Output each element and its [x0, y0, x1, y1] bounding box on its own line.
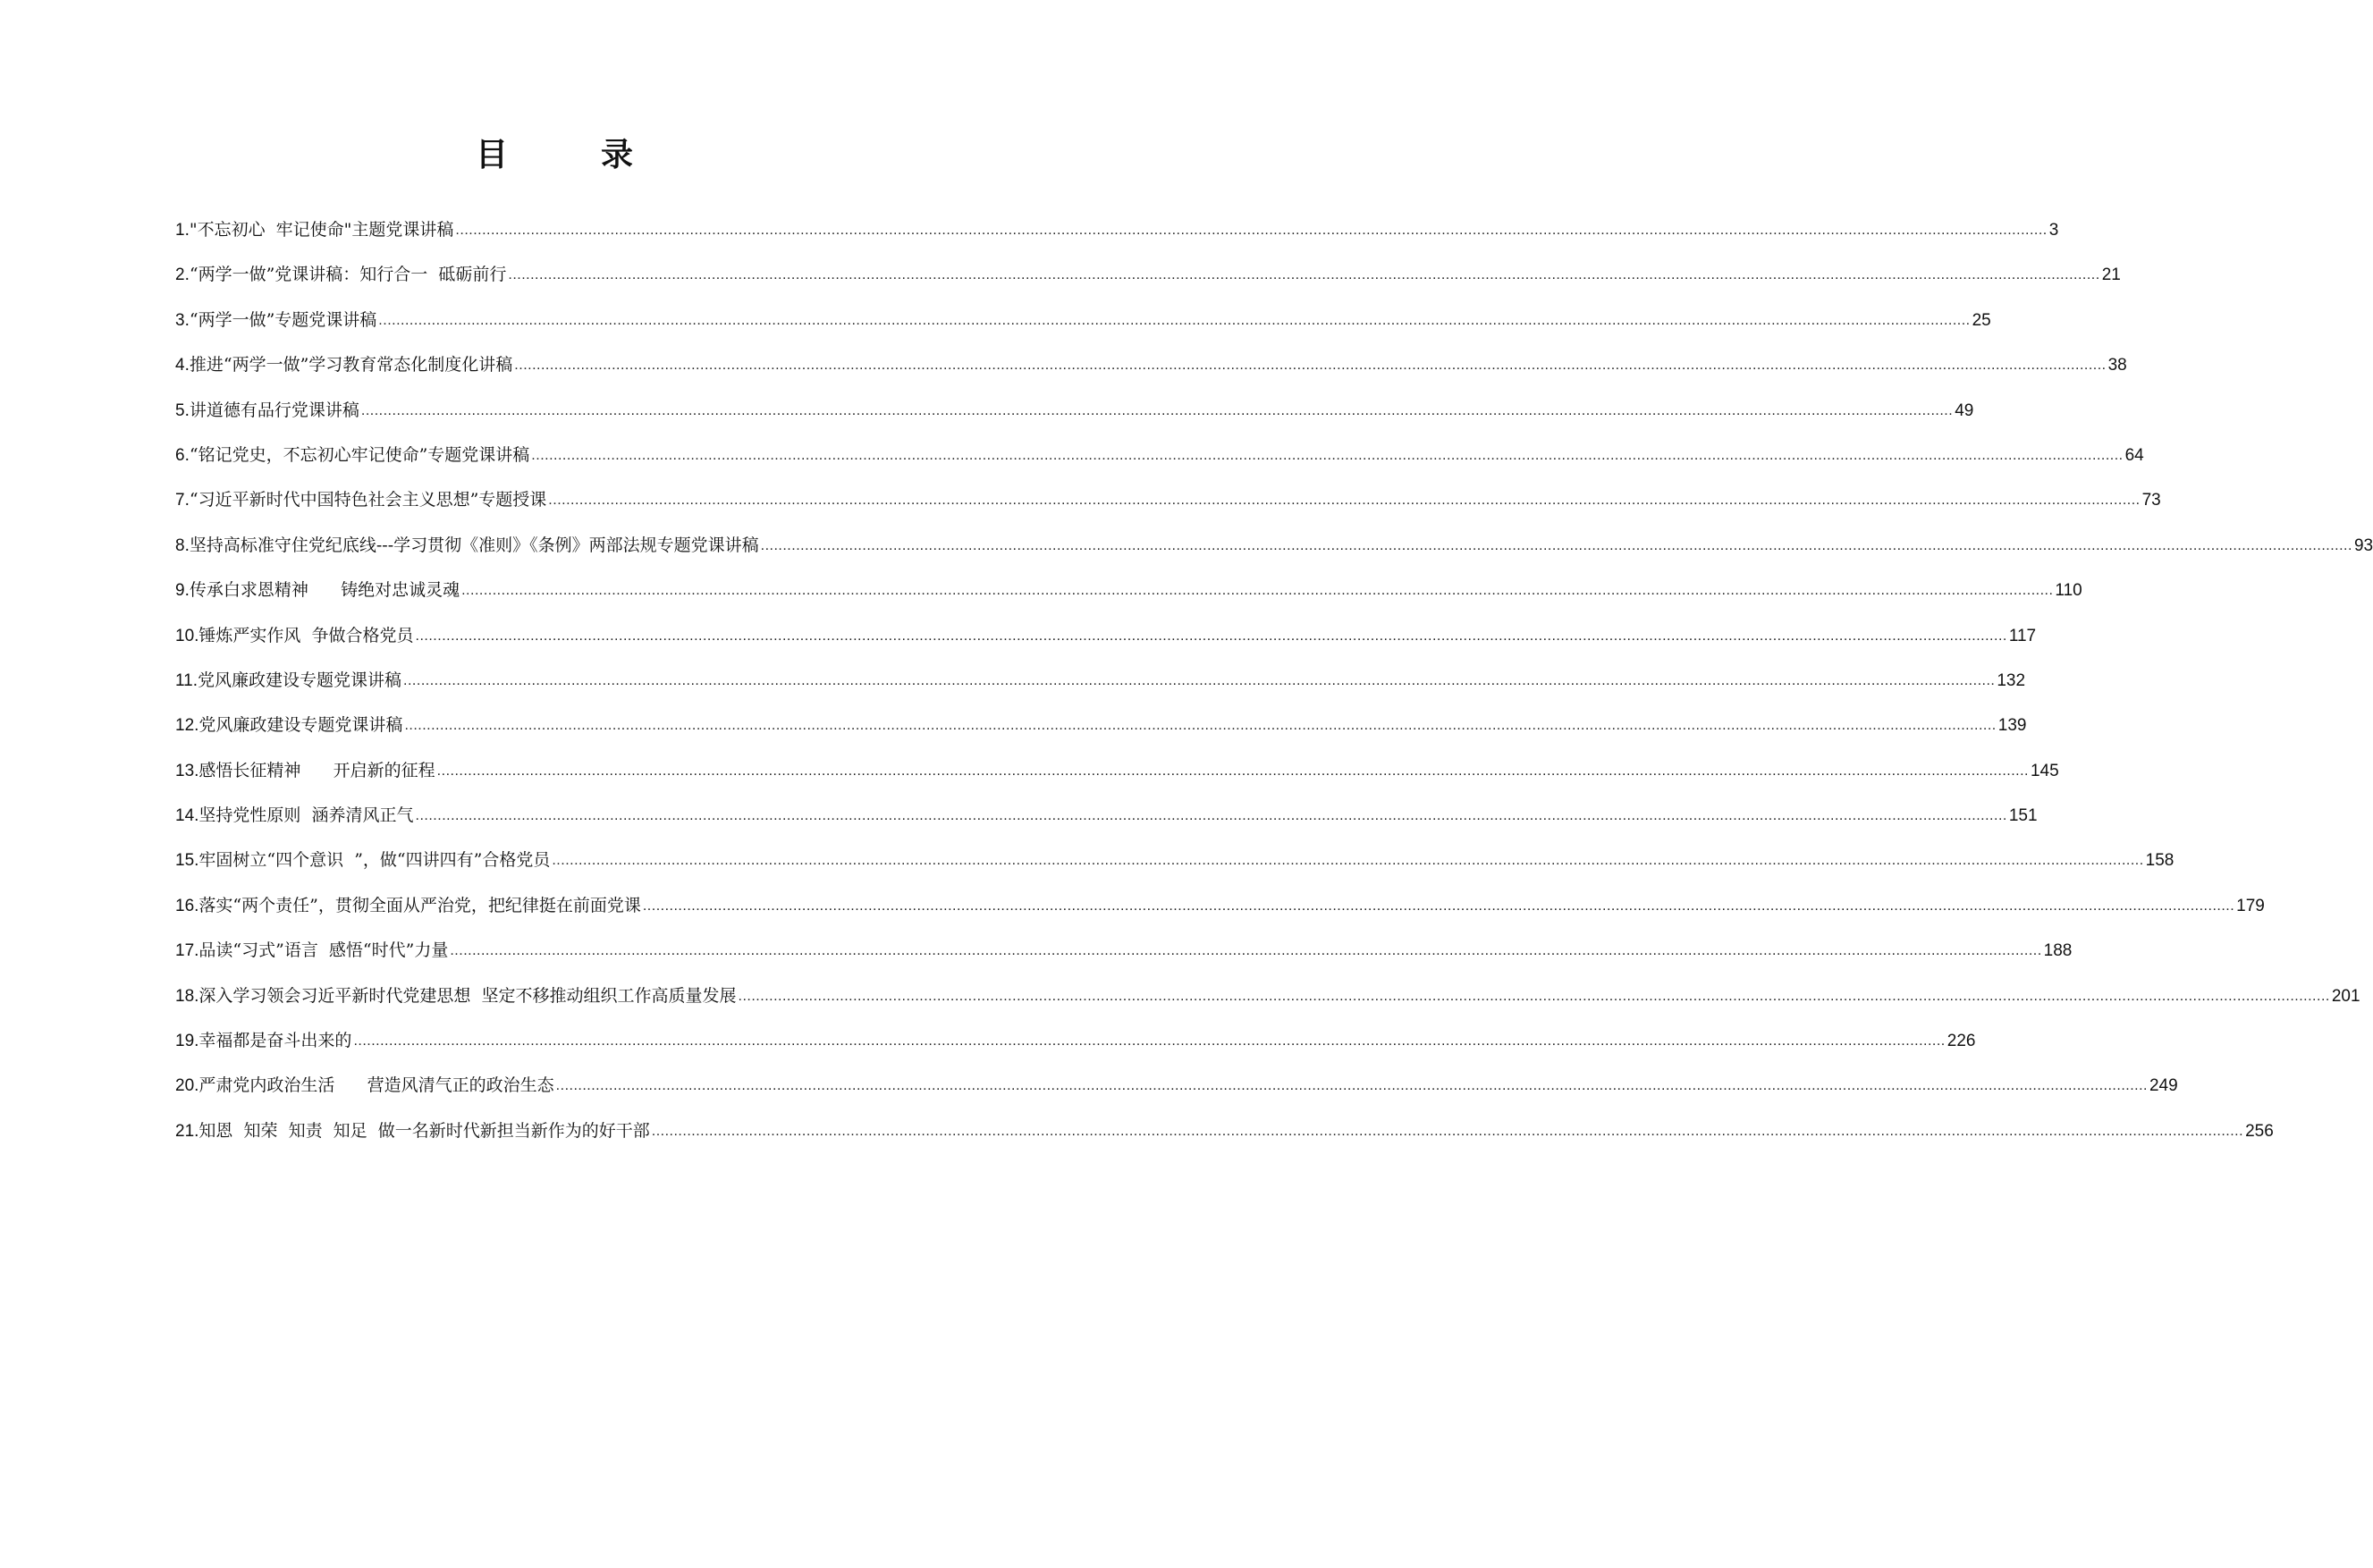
toc-entry-title: 讲道德有品行党课讲稿 [189, 400, 359, 420]
toc-dot-leader [353, 1030, 1945, 1050]
toc-entry-number: 2. [175, 266, 190, 285]
toc-entry-title: 感悟长征精神 开启新的征程 [198, 760, 435, 780]
toc-entry[interactable] [175, 577, 2082, 621]
toc-entry[interactable] [175, 937, 2073, 982]
toc-entry[interactable] [175, 397, 1974, 442]
table-of-contents [175, 216, 2373, 1162]
toc-entry-title: 锤炼严实作风 争做合格党员 [198, 625, 414, 645]
toc-entry[interactable] [175, 757, 2059, 802]
toc-entry[interactable] [175, 802, 2038, 847]
toc-entry-title: 品读“习式”语言 感悟“时代”力量 [198, 940, 449, 961]
toc-entry-page: 38 [2107, 356, 2127, 375]
toc-entry-number: 18. [175, 986, 199, 1006]
toc-dot-leader [508, 264, 2099, 283]
toc-entry[interactable] [175, 486, 2161, 531]
toc-entry-title: 知恩 知荣 知责 知足 做一名新时代新担当新作为的好干部 [198, 1120, 650, 1141]
toc-entry-page: 49 [1955, 400, 1974, 420]
toc-entry[interactable] [175, 847, 2175, 891]
toc-entry-title: 严肃党内政治生活 营造风清气正的政治生态 [198, 1075, 554, 1096]
toc-entry-number: 13. [175, 761, 199, 780]
toc-entry-page: 64 [2124, 445, 2144, 465]
toc-entry-title: “两学一做”党课讲稿：知行合一 砥砺前行 [189, 265, 507, 285]
toc-entry-page: 132 [1997, 670, 2026, 690]
toc-entry-title: “铭记党史，不忘初心牢记使命”专题党课讲稿 [189, 444, 530, 465]
toc-dot-leader [531, 444, 2123, 464]
toc-entry[interactable] [175, 892, 2265, 937]
toc-entry-page: 249 [2149, 1076, 2178, 1096]
toc-entry-title: 坚持党性原则 涵养清风正气 [198, 805, 414, 826]
toc-entry[interactable] [175, 1027, 1976, 1072]
toc-entry[interactable] [175, 307, 1991, 351]
toc-entry-title: 党风廉政建设专题党课讲稿 [198, 715, 403, 736]
toc-dot-leader [361, 400, 1953, 419]
toc-entry-title: 坚持高标准守住党纪底线---学习贯彻《准则》《条例》两部法规专题党课讲稿 [189, 535, 759, 555]
toc-entry-page: 117 [2008, 626, 2037, 645]
toc-entry-page: 188 [2043, 941, 2073, 961]
toc-entry-page: 3 [2048, 221, 2059, 240]
toc-entry[interactable] [175, 622, 2037, 667]
toc-entry-number: 7. [175, 491, 190, 510]
toc-entry-number: 20. [175, 1076, 199, 1096]
toc-dot-leader [416, 805, 2007, 824]
toc-entry-title: “习近平新时代中国特色社会主义思想”专题授课 [189, 490, 547, 510]
toc-entry[interactable] [175, 442, 2144, 486]
toc-entry-number: 15. [175, 851, 199, 871]
toc-entry-number: 17. [175, 941, 199, 961]
toc-entry-number: 21. [175, 1121, 199, 1141]
toc-dot-leader [461, 579, 2053, 599]
toc-entry-title: 幸福都是奋斗出来的 [198, 1031, 352, 1051]
toc-entry-title: 传承白求恩精神 铸绝对忠诚灵魂 [189, 580, 460, 601]
toc-dot-leader [548, 489, 2140, 509]
toc-entry[interactable] [175, 1117, 2274, 1162]
toc-entry[interactable] [175, 532, 2373, 577]
toc-entry-title: 落实“两个责任”，贯彻全面从严治党，把纪律挺在前面党课 [198, 895, 641, 915]
toc-entry[interactable] [175, 351, 2127, 396]
toc-entry-page: 93 [2353, 535, 2373, 555]
toc-dot-leader [455, 219, 2047, 239]
toc-entry[interactable] [175, 261, 2121, 306]
toc-entry[interactable] [175, 216, 2059, 261]
toc-entry-page: 110 [2055, 581, 2082, 601]
toc-entry-number: 14. [175, 806, 199, 826]
toc-entry-page: 201 [2331, 986, 2360, 1006]
toc-dot-leader [450, 940, 2041, 959]
toc-entry-number: 8. [175, 535, 190, 555]
toc-entry-title: 深入学习领会习近平新时代党建思想 坚定不移推动组织工作高质量发展 [198, 985, 737, 1006]
toc-dot-leader [514, 354, 2106, 374]
toc-entry-number: 12. [175, 716, 199, 736]
toc-dot-leader [437, 760, 2029, 780]
toc-entry-page: 179 [2236, 896, 2265, 915]
toc-dot-leader [761, 535, 2352, 554]
toc-entry-page: 158 [2145, 851, 2175, 871]
toc-entry[interactable] [175, 982, 2360, 1027]
toc-entry-page: 21 [2101, 266, 2121, 285]
toc-entry-page: 151 [2008, 806, 2038, 826]
toc-entry-title: 党风廉政建设专题党课讲稿 [198, 670, 402, 690]
toc-entry-number: 16. [175, 896, 199, 915]
toc-entry-page: 145 [2030, 761, 2059, 780]
toc-dot-leader [416, 625, 2007, 645]
toc-dot-leader [643, 895, 2234, 915]
toc-dot-leader [556, 1075, 2148, 1094]
toc-entry[interactable] [175, 667, 2026, 712]
toc-dot-leader [403, 670, 1995, 689]
toc-entry-number: 10. [175, 626, 199, 645]
toc-entry-page: 139 [1997, 716, 2027, 736]
toc-dot-leader [378, 309, 1970, 329]
toc-dot-leader [652, 1120, 2243, 1140]
toc-entry-title: 推进“两学一做”学习教育常态化制度化讲稿 [189, 355, 513, 375]
toc-entry[interactable] [175, 1072, 2178, 1117]
toc-entry-number: 6. [175, 445, 190, 465]
toc-entry-number: 1. [175, 221, 190, 240]
page-title: 目 录 [475, 136, 663, 173]
toc-entry-page: 226 [1947, 1032, 1976, 1051]
toc-entry-number: 9. [175, 581, 190, 601]
toc-entry-number: 4. [175, 356, 190, 375]
toc-dot-leader [739, 985, 2330, 1005]
toc-dot-leader [404, 714, 1996, 734]
toc-entry[interactable] [175, 712, 2027, 756]
toc-entry-page: 25 [1972, 310, 1991, 330]
toc-entry-page: 256 [2245, 1121, 2274, 1141]
toc-dot-leader [552, 849, 2143, 869]
toc-entry-number: 3. [175, 310, 190, 330]
toc-entry-page: 73 [2141, 491, 2161, 510]
toc-entry-number: 5. [175, 400, 190, 420]
toc-entry-number: 11. [175, 670, 198, 690]
toc-entry-title: “两学一做”专题党课讲稿 [189, 309, 377, 330]
toc-entry-title: 牢固树立“四个意识 ”，做“四讲四有”合格党员 [198, 850, 551, 871]
toc-entry-title: "不忘初心 牢记使命"主题党课讲稿 [189, 220, 454, 240]
toc-entry-number: 19. [175, 1032, 199, 1051]
